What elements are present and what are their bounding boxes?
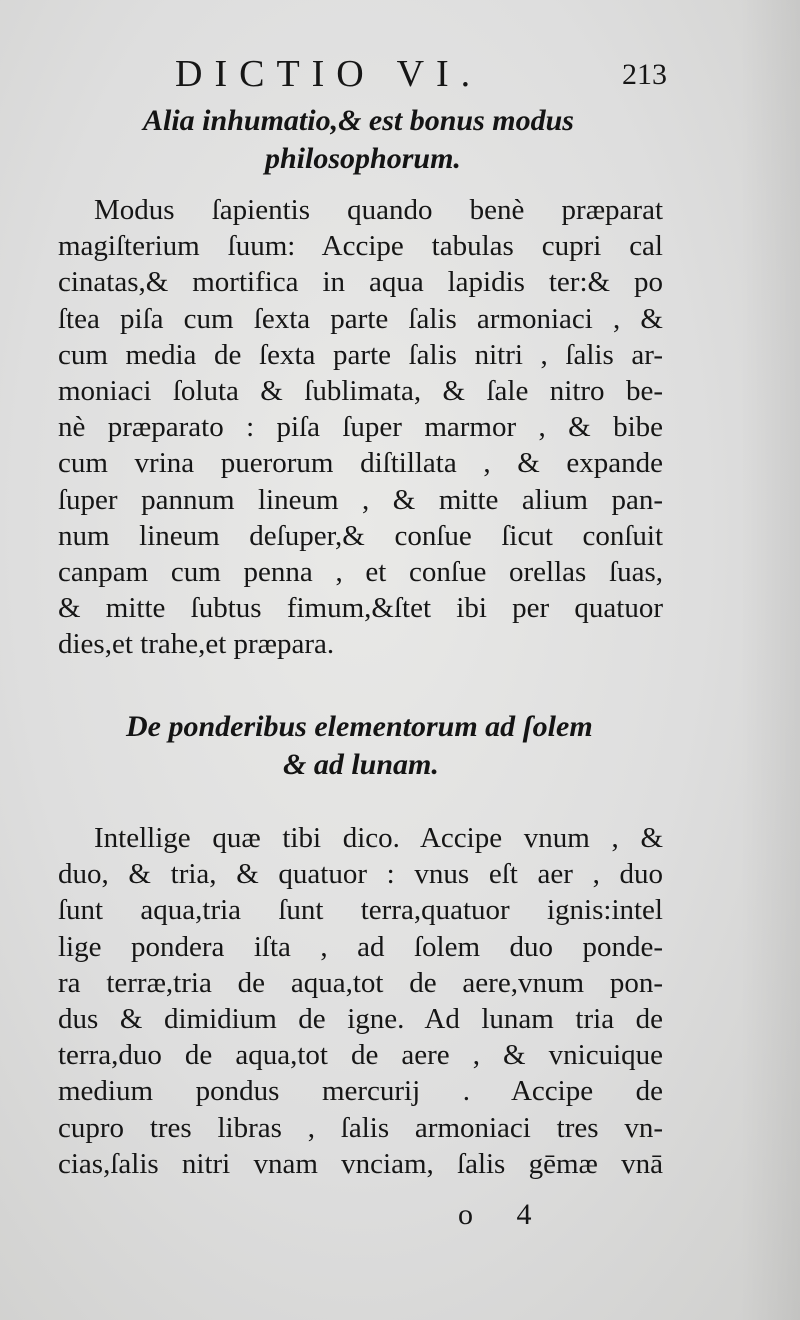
text-line: ra terræ,tria de aqua,tot de aere,vnum pon- [58,966,663,999]
text-line: moniaci ſoluta & ſublimata, & ſale nitro be- [58,374,663,407]
section-heading-1-line-2: philosophorum. [265,142,461,175]
text-line: duo, & tria, & quatuor : vnus eſt aer , duo [58,858,663,891]
text-line: & mitte ſubtus fimum,&ſtet ibi per quatuor [58,592,663,625]
text-line: ſuper pannum lineum , & mitte alium pan- [58,483,663,516]
text-line: dus & dimidium de igne. Ad lunam tria de [58,1002,663,1035]
section-heading-1-line-1: Alia inhumatio,& est bonus modus [143,104,574,137]
text-line: Modus ſapientis quando benè præparat [94,194,663,226]
text-line: num lineum deſuper,& conſue ſicut conſuit [58,519,663,552]
text-line: terra,duo de aqua,tot de aere , & vnicuique [58,1039,663,1072]
text-line: dies,et trahe,et præpara. [58,628,335,661]
text-line: cias,ſalis nitri vnam vnciam, ſalis gēmæ vnā [58,1147,663,1180]
paragraph-2 [58,820,663,1182]
text-line: magiſterium ſuum: Accipe tabulas cupri cal [58,230,663,263]
text-line: Intellige quæ tibi dico. Accipe vnum , & [94,822,663,854]
text-line: cinatas,& mortifica in aqua lapidis ter:& po [58,266,663,299]
text-line: nè præparato : piſa ſuper marmor , & bibe [58,411,663,444]
page-number: 213 [622,58,667,91]
page-gutter-shadow [740,0,800,1320]
section-heading-2-line-2: & ad lunam. [283,748,439,781]
text-line: ſunt aqua,tria ſunt terra,quatuor ignis:intel [58,894,663,927]
signature-mark: o 4 [458,1198,550,1231]
text-line: medium pondus mercurij . Accipe de [58,1075,663,1108]
text-line: lige pondera iſta , ad ſolem duo ponde- [58,930,663,963]
text-line: cum media de ſexta parte ſalis nitri , ſalis ar- [58,338,663,371]
text-line: ſtea piſa cum ſexta parte ſalis armoniaci , & [58,302,663,335]
section-heading-2-line-1: De ponderibus elementorum ad ſolem [126,710,593,743]
text-line: cum vrina puerorum diſtillata , & expande [58,447,663,480]
text-line: canpam cum penna , et conſue orellas ſuas, [58,555,663,588]
text-line: cupro tres libras , ſalis armoniaci tres vn- [58,1111,663,1144]
paragraph-1 [58,192,663,662]
running-head: DICTIO VI. [175,53,483,95]
